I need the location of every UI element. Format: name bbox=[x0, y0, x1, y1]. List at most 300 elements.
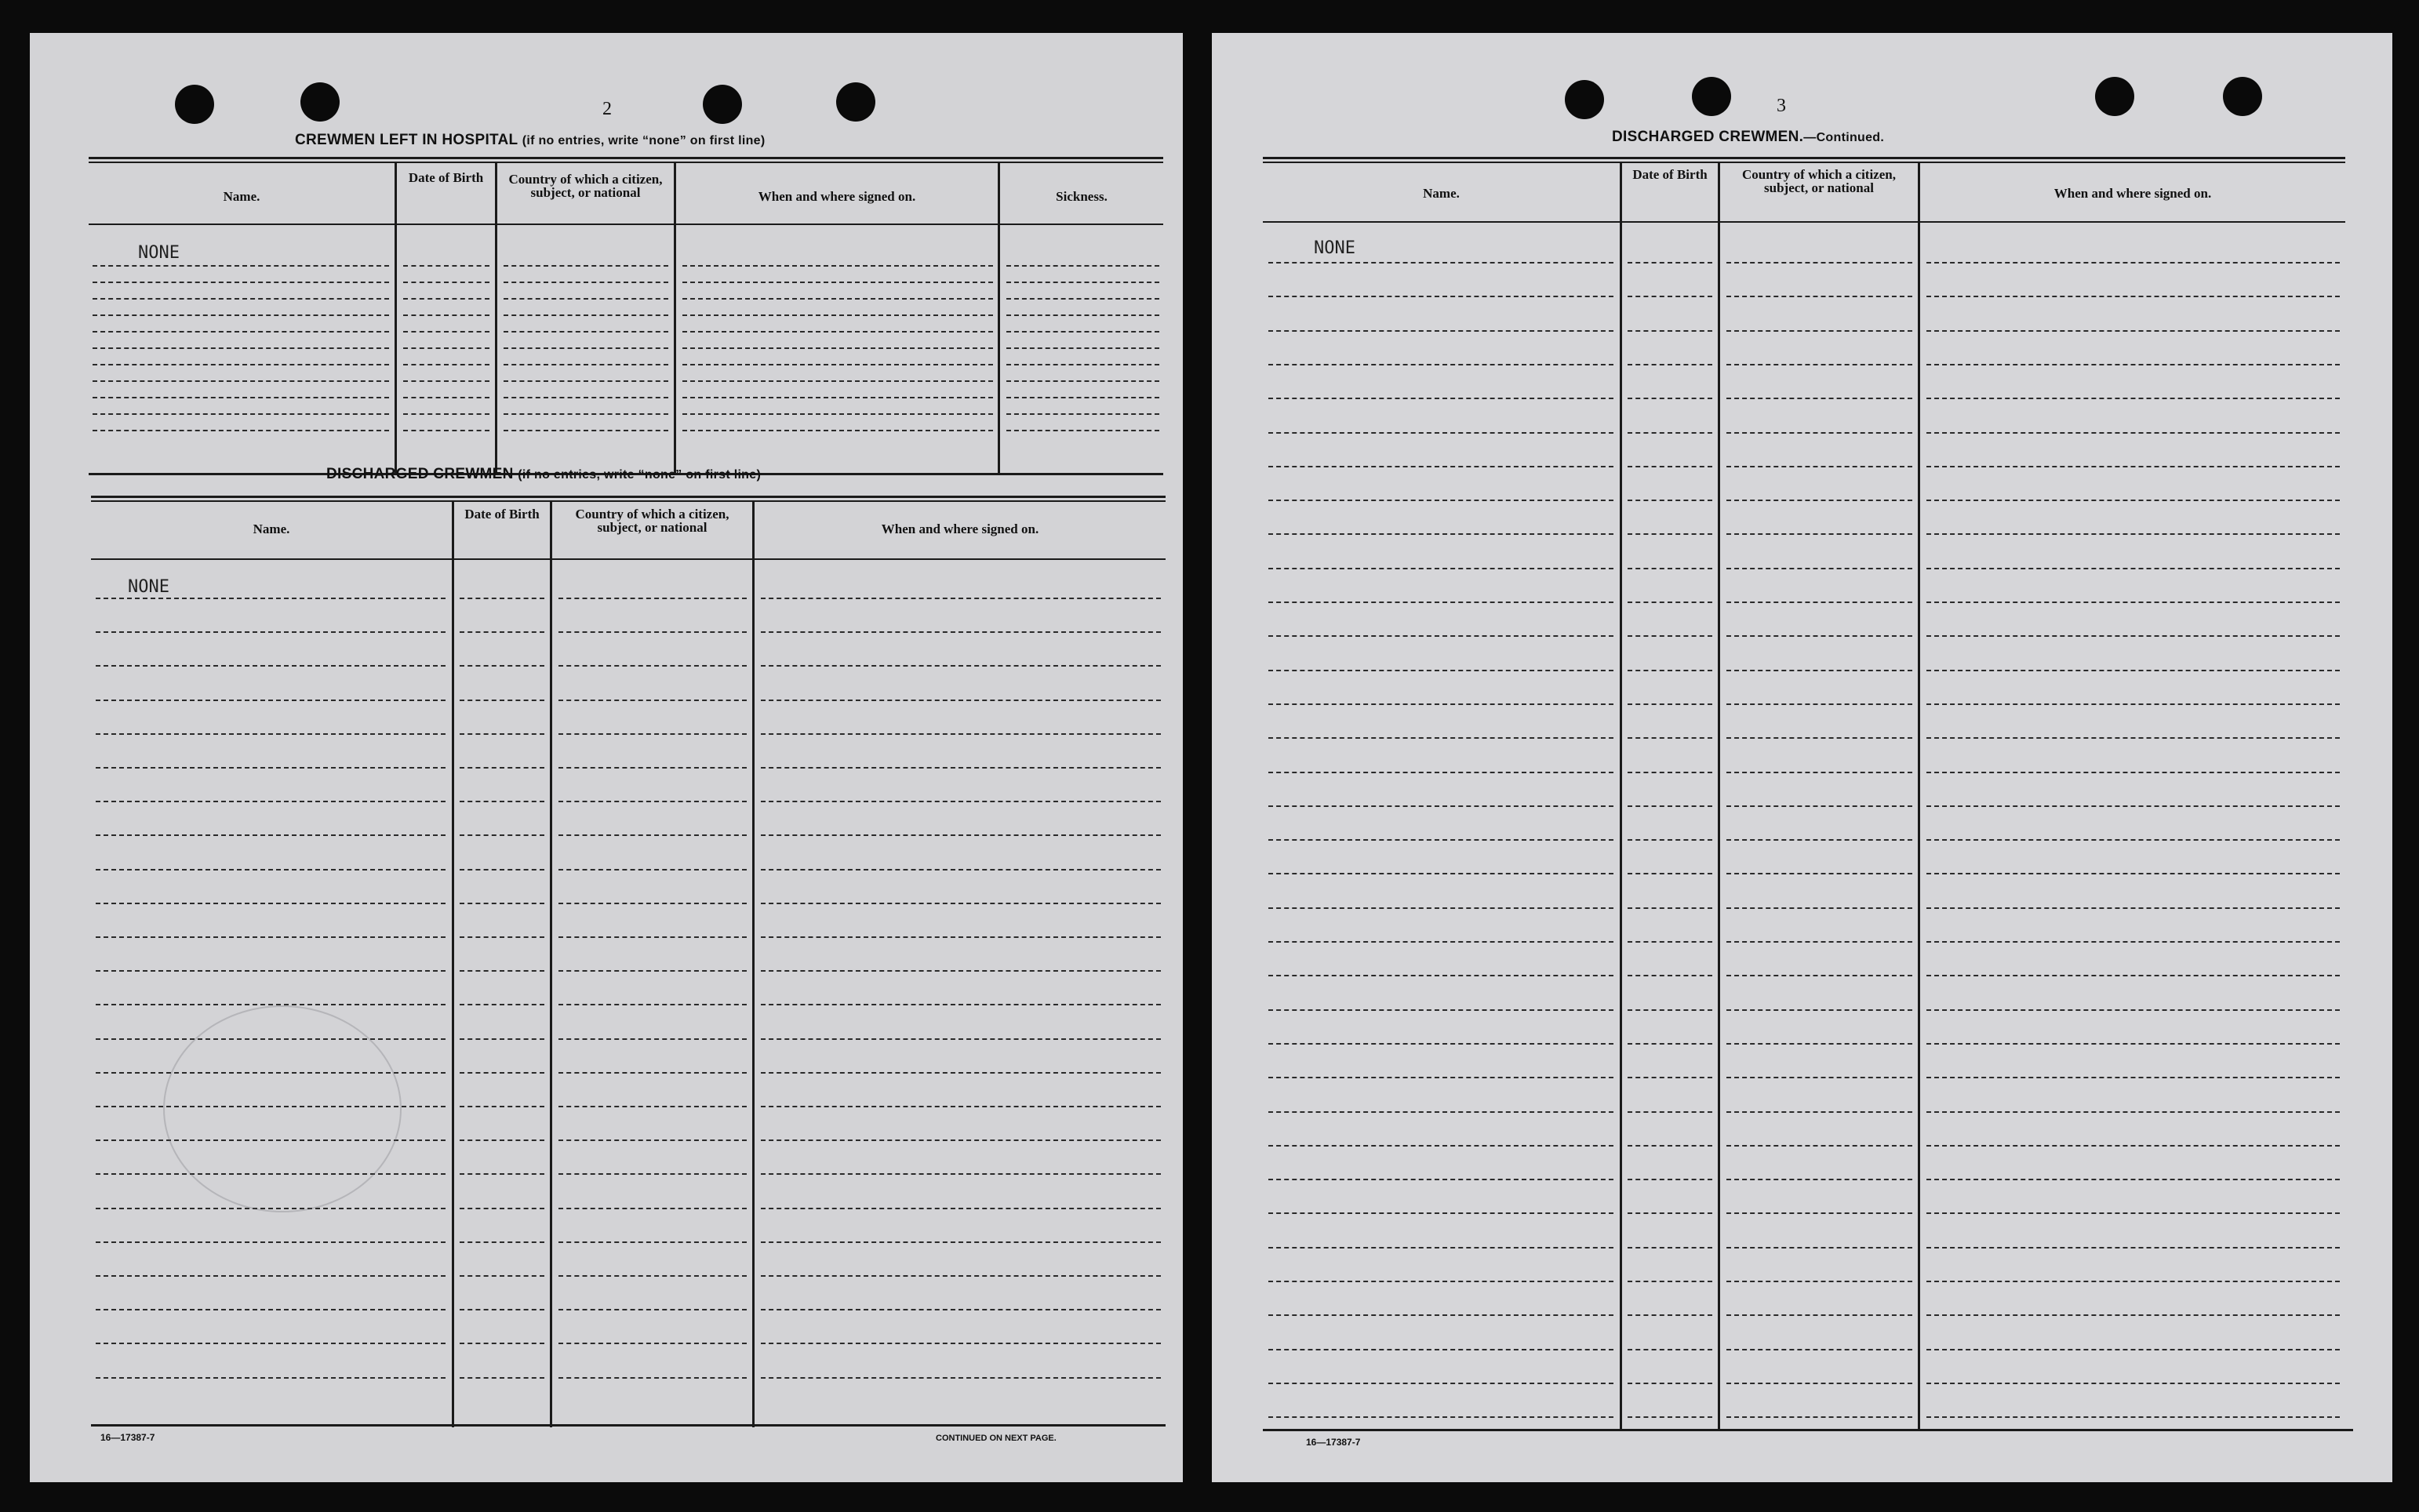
dotted-rule bbox=[558, 1241, 747, 1243]
dotted-rule bbox=[558, 1139, 747, 1141]
dotted-rule bbox=[96, 665, 446, 667]
dotted-rule bbox=[1926, 1111, 2340, 1113]
dotted-rule bbox=[1268, 466, 1613, 467]
dotted-rule bbox=[761, 598, 1161, 599]
dotted-rule bbox=[1628, 703, 1712, 705]
dotted-rule bbox=[504, 282, 668, 283]
dotted-rule bbox=[460, 801, 544, 802]
dotted-rule bbox=[1268, 1247, 1613, 1248]
dotted-rule bbox=[558, 767, 747, 769]
dotted-rule bbox=[1006, 298, 1159, 300]
dotted-rule bbox=[1926, 635, 2340, 637]
dotted-rule bbox=[1628, 941, 1712, 943]
rule bbox=[91, 500, 1166, 502]
rule bbox=[89, 162, 1163, 163]
dotted-rule bbox=[93, 282, 389, 283]
dotted-rule bbox=[460, 1208, 544, 1209]
dotted-rule bbox=[460, 936, 544, 938]
dotted-rule bbox=[460, 631, 544, 633]
dotted-rule bbox=[1926, 1383, 2340, 1384]
dotted-rule bbox=[1726, 635, 1912, 637]
dotted-rule bbox=[1726, 1281, 1912, 1282]
dotted-rule bbox=[1268, 1111, 1613, 1113]
dotted-rule bbox=[1926, 1077, 2340, 1078]
dotted-rule bbox=[558, 903, 747, 904]
dotted-rule bbox=[460, 1004, 544, 1005]
dotted-rule bbox=[761, 936, 1161, 938]
dotted-rule bbox=[761, 970, 1161, 972]
col-header-country: Country of which a citizen, subject, or national bbox=[1742, 167, 1896, 195]
dotted-rule bbox=[460, 1343, 544, 1344]
dotted-rule bbox=[761, 700, 1161, 701]
dotted-rule bbox=[96, 936, 446, 938]
dotted-rule bbox=[1268, 635, 1613, 637]
dotted-rule bbox=[1726, 432, 1912, 434]
dotted-rule bbox=[1726, 500, 1912, 501]
dotted-rule bbox=[1726, 839, 1912, 841]
dotted-rule bbox=[460, 733, 544, 735]
dotted-rule bbox=[1726, 805, 1912, 807]
dotted-rule bbox=[558, 834, 747, 836]
dotted-rule bbox=[504, 314, 668, 316]
dotted-rule bbox=[1006, 364, 1159, 365]
dotted-rule bbox=[682, 298, 993, 300]
dotted-rule bbox=[1726, 941, 1912, 943]
punch-hole bbox=[1565, 80, 1604, 119]
dotted-rule bbox=[1926, 533, 2340, 535]
dotted-rule bbox=[558, 801, 747, 802]
dotted-rule bbox=[460, 1173, 544, 1175]
dotted-rule bbox=[1726, 737, 1912, 739]
dotted-rule bbox=[1926, 432, 2340, 434]
dotted-rule bbox=[93, 380, 389, 382]
col-header-country: Country of which a citizen, subject, or national bbox=[575, 507, 729, 535]
punch-hole bbox=[2095, 77, 2134, 116]
dotted-rule bbox=[1268, 1349, 1613, 1350]
dotted-rule bbox=[1268, 1281, 1613, 1282]
dotted-rule bbox=[1628, 262, 1712, 264]
dotted-rule bbox=[558, 733, 747, 735]
dotted-rule bbox=[1726, 296, 1912, 297]
dotted-rule bbox=[403, 430, 489, 431]
dotted-rule bbox=[504, 413, 668, 415]
dotted-rule bbox=[93, 314, 389, 316]
dotted-rule bbox=[1926, 873, 2340, 874]
dotted-rule bbox=[1268, 703, 1613, 705]
dotted-rule bbox=[1726, 1043, 1912, 1045]
dotted-rule bbox=[1726, 568, 1912, 569]
dotted-rule bbox=[1006, 331, 1159, 333]
dotted-rule bbox=[1926, 330, 2340, 332]
dotted-rule bbox=[1268, 364, 1613, 365]
dotted-rule bbox=[1628, 364, 1712, 365]
dotted-rule bbox=[1726, 364, 1912, 365]
dotted-rule bbox=[1268, 1314, 1613, 1316]
dotted-rule bbox=[1628, 1009, 1712, 1011]
dotted-rule bbox=[1926, 1179, 2340, 1180]
dotted-rule bbox=[761, 1208, 1161, 1209]
dotted-rule bbox=[1628, 670, 1712, 671]
dotted-rule bbox=[403, 413, 489, 415]
dotted-rule bbox=[93, 265, 389, 267]
col-header-date-of-birth: Date of Birth bbox=[408, 170, 484, 185]
dotted-rule bbox=[558, 1208, 747, 1209]
dotted-rule bbox=[761, 1377, 1161, 1379]
dotted-rule bbox=[761, 1241, 1161, 1243]
dotted-rule bbox=[460, 1309, 544, 1310]
discharged-continued-title: DISCHARGED CREWMEN.—Continued. bbox=[1612, 129, 1885, 145]
dotted-rule bbox=[504, 265, 668, 267]
dotted-rule bbox=[1726, 1383, 1912, 1384]
dotted-rule bbox=[403, 265, 489, 267]
dotted-rule bbox=[1926, 500, 2340, 501]
dotted-rule bbox=[1726, 262, 1912, 264]
form-number: 16—17387-7 bbox=[100, 1432, 155, 1443]
dotted-rule bbox=[460, 665, 544, 667]
dotted-rule bbox=[761, 1106, 1161, 1107]
dotted-rule bbox=[1926, 262, 2340, 264]
dotted-rule bbox=[1926, 1212, 2340, 1214]
dotted-rule bbox=[761, 665, 1161, 667]
dotted-rule bbox=[761, 1275, 1161, 1277]
dotted-rule bbox=[403, 347, 489, 349]
dotted-rule bbox=[93, 364, 389, 365]
rule bbox=[1263, 1429, 2353, 1431]
dotted-rule bbox=[460, 767, 544, 769]
dotted-rule bbox=[1926, 1043, 2340, 1045]
dotted-rule bbox=[1006, 397, 1159, 398]
dotted-rule bbox=[558, 936, 747, 938]
dotted-rule bbox=[1006, 413, 1159, 415]
dotted-rule bbox=[1628, 1212, 1712, 1214]
dotted-rule bbox=[1628, 1111, 1712, 1113]
dotted-rule bbox=[504, 430, 668, 431]
punch-hole bbox=[2223, 77, 2262, 116]
dotted-rule bbox=[96, 1309, 446, 1310]
punch-hole bbox=[836, 82, 875, 122]
dotted-rule bbox=[96, 767, 446, 769]
dotted-rule bbox=[1726, 1314, 1912, 1316]
dotted-rule bbox=[761, 834, 1161, 836]
dotted-rule bbox=[1628, 839, 1712, 841]
dotted-rule bbox=[1926, 1349, 2340, 1350]
dotted-rule bbox=[1268, 533, 1613, 535]
column-divider bbox=[998, 163, 1000, 474]
dotted-rule bbox=[1726, 1179, 1912, 1180]
dotted-rule bbox=[1628, 805, 1712, 807]
dotted-rule bbox=[1628, 1314, 1712, 1316]
dotted-rule bbox=[1926, 1314, 2340, 1316]
dotted-rule bbox=[96, 1241, 446, 1243]
dotted-rule bbox=[504, 397, 668, 398]
dotted-rule bbox=[93, 347, 389, 349]
dotted-rule bbox=[1268, 1383, 1613, 1384]
column-divider bbox=[1620, 163, 1622, 1430]
header-rule bbox=[91, 558, 1166, 560]
dotted-rule bbox=[1726, 533, 1912, 535]
dotted-rule bbox=[1268, 1043, 1613, 1045]
dotted-rule bbox=[1726, 330, 1912, 332]
dotted-rule bbox=[403, 380, 489, 382]
dotted-rule bbox=[1628, 500, 1712, 501]
dotted-rule bbox=[1268, 975, 1613, 976]
dotted-rule bbox=[1628, 1043, 1712, 1045]
hospital-section-title: CREWMEN LEFT IN HOSPITAL (if no entries, write “none” on first line) bbox=[295, 132, 766, 148]
dotted-rule bbox=[93, 331, 389, 333]
dotted-rule bbox=[761, 767, 1161, 769]
dotted-rule bbox=[403, 397, 489, 398]
dotted-rule bbox=[96, 903, 446, 904]
dotted-rule bbox=[1926, 568, 2340, 569]
dotted-rule bbox=[96, 970, 446, 972]
dotted-rule bbox=[1628, 296, 1712, 297]
dotted-rule bbox=[1926, 1145, 2340, 1147]
dotted-rule bbox=[1268, 670, 1613, 671]
dotted-rule bbox=[1628, 330, 1712, 332]
dotted-rule bbox=[1628, 1281, 1712, 1282]
dotted-rule bbox=[96, 733, 446, 735]
column-divider bbox=[395, 163, 397, 474]
header-rule bbox=[1263, 221, 2345, 223]
dotted-rule bbox=[504, 331, 668, 333]
form-number: 16—17387-7 bbox=[1306, 1437, 1361, 1448]
dotted-rule bbox=[1628, 975, 1712, 976]
dotted-rule bbox=[1726, 602, 1912, 603]
dotted-rule bbox=[1726, 1349, 1912, 1350]
dotted-rule bbox=[558, 1106, 747, 1107]
discharged-entry: NONE bbox=[128, 577, 169, 597]
dotted-rule bbox=[558, 1004, 747, 1005]
dotted-rule bbox=[682, 413, 993, 415]
dotted-rule bbox=[1628, 432, 1712, 434]
dotted-rule bbox=[1628, 466, 1712, 467]
dotted-rule bbox=[1628, 1077, 1712, 1078]
dotted-rule bbox=[93, 430, 389, 431]
dotted-rule bbox=[96, 801, 446, 802]
dotted-rule bbox=[682, 347, 993, 349]
dotted-rule bbox=[558, 1072, 747, 1074]
dotted-rule bbox=[1268, 839, 1613, 841]
dotted-rule bbox=[1268, 1212, 1613, 1214]
dotted-rule bbox=[504, 347, 668, 349]
dotted-rule bbox=[1628, 1416, 1712, 1418]
dotted-rule bbox=[1726, 1145, 1912, 1147]
dotted-rule bbox=[1268, 873, 1613, 874]
dotted-rule bbox=[96, 869, 446, 870]
dotted-rule bbox=[761, 1309, 1161, 1310]
dotted-rule bbox=[1268, 262, 1613, 264]
col-header-name: Name. bbox=[223, 189, 260, 204]
dotted-rule bbox=[761, 631, 1161, 633]
dotted-rule bbox=[1268, 1009, 1613, 1011]
dotted-rule bbox=[403, 282, 489, 283]
dotted-rule bbox=[761, 1038, 1161, 1040]
dotted-rule bbox=[558, 598, 747, 599]
column-divider bbox=[752, 502, 755, 1427]
dotted-rule bbox=[1268, 1179, 1613, 1180]
dotted-rule bbox=[460, 1377, 544, 1379]
dotted-rule bbox=[1628, 568, 1712, 569]
dotted-rule bbox=[1268, 500, 1613, 501]
col-header-signed-on: When and where signed on. bbox=[2053, 186, 2212, 201]
dotted-rule bbox=[460, 1106, 544, 1107]
dotted-rule bbox=[1628, 1383, 1712, 1384]
dotted-rule bbox=[1726, 975, 1912, 976]
dotted-rule bbox=[1726, 1416, 1912, 1418]
dotted-rule bbox=[96, 700, 446, 701]
dotted-rule bbox=[403, 314, 489, 316]
dotted-rule bbox=[1926, 296, 2340, 297]
dotted-rule bbox=[1268, 568, 1613, 569]
dotted-rule bbox=[96, 1377, 446, 1379]
rule bbox=[91, 1424, 1166, 1427]
dotted-rule bbox=[1726, 1247, 1912, 1248]
dotted-rule bbox=[761, 1004, 1161, 1005]
dotted-rule bbox=[1006, 347, 1159, 349]
dotted-rule bbox=[1926, 670, 2340, 671]
dotted-rule bbox=[1926, 1281, 2340, 1282]
dotted-rule bbox=[1628, 907, 1712, 909]
dotted-rule bbox=[460, 700, 544, 701]
dotted-rule bbox=[1726, 772, 1912, 773]
dotted-rule bbox=[403, 364, 489, 365]
column-divider bbox=[1918, 163, 1920, 1430]
dotted-rule bbox=[1926, 1009, 2340, 1011]
col-header-country: Country of which a citizen, subject, or national bbox=[508, 172, 663, 200]
dotted-rule bbox=[96, 631, 446, 633]
right-form-page bbox=[1212, 33, 2392, 1482]
col-header-date-of-birth: Date of Birth bbox=[1632, 167, 1708, 182]
dotted-rule bbox=[93, 397, 389, 398]
column-divider bbox=[495, 163, 497, 474]
dotted-rule bbox=[504, 298, 668, 300]
dotted-rule bbox=[1926, 839, 2340, 841]
dotted-rule bbox=[1926, 703, 2340, 705]
dotted-rule bbox=[1726, 466, 1912, 467]
dotted-rule bbox=[1268, 805, 1613, 807]
dotted-rule bbox=[96, 834, 446, 836]
discharged-continued-entry: NONE bbox=[1314, 238, 1355, 258]
dotted-rule bbox=[761, 801, 1161, 802]
dotted-rule bbox=[1268, 1077, 1613, 1078]
dotted-rule bbox=[1726, 703, 1912, 705]
dotted-rule bbox=[1628, 737, 1712, 739]
dotted-rule bbox=[93, 413, 389, 415]
col-header-name: Name. bbox=[1423, 186, 1460, 201]
dotted-rule bbox=[1926, 975, 2340, 976]
page-number: 3 bbox=[1777, 96, 1786, 116]
left-form-page bbox=[30, 33, 1183, 1482]
dotted-rule bbox=[682, 397, 993, 398]
rule bbox=[89, 157, 1163, 159]
dotted-rule bbox=[1726, 1212, 1912, 1214]
dotted-rule bbox=[460, 869, 544, 870]
dotted-rule bbox=[1926, 941, 2340, 943]
dotted-rule bbox=[1006, 314, 1159, 316]
dotted-rule bbox=[1628, 1247, 1712, 1248]
dotted-rule bbox=[93, 298, 389, 300]
col-header-sickness: Sickness. bbox=[1056, 189, 1108, 204]
dotted-rule bbox=[1268, 602, 1613, 603]
dotted-rule bbox=[1628, 602, 1712, 603]
continued-note: CONTINUED ON NEXT PAGE. bbox=[936, 1434, 1057, 1443]
dotted-rule bbox=[682, 380, 993, 382]
dotted-rule bbox=[1926, 907, 2340, 909]
punch-hole bbox=[300, 82, 340, 122]
dotted-rule bbox=[1926, 805, 2340, 807]
dotted-rule bbox=[558, 869, 747, 870]
dotted-rule bbox=[1268, 941, 1613, 943]
dotted-rule bbox=[761, 1343, 1161, 1344]
dotted-rule bbox=[558, 700, 747, 701]
dotted-rule bbox=[1628, 635, 1712, 637]
dotted-rule bbox=[682, 364, 993, 365]
dotted-rule bbox=[1926, 466, 2340, 467]
dotted-rule bbox=[1926, 1247, 2340, 1248]
dotted-rule bbox=[460, 1038, 544, 1040]
faint-stamp-mark bbox=[163, 1005, 402, 1212]
dotted-rule bbox=[460, 903, 544, 904]
dotted-rule bbox=[558, 1343, 747, 1344]
dotted-rule bbox=[1006, 380, 1159, 382]
dotted-rule bbox=[682, 265, 993, 267]
col-header-date-of-birth: Date of Birth bbox=[464, 507, 540, 522]
dotted-rule bbox=[761, 733, 1161, 735]
dotted-rule bbox=[1726, 670, 1912, 671]
dotted-rule bbox=[558, 970, 747, 972]
dotted-rule bbox=[1726, 1009, 1912, 1011]
dotted-rule bbox=[1268, 398, 1613, 399]
hospital-entry: NONE bbox=[138, 243, 180, 263]
dotted-rule bbox=[1726, 1111, 1912, 1113]
dotted-rule bbox=[460, 1241, 544, 1243]
dotted-rule bbox=[1628, 398, 1712, 399]
dotted-rule bbox=[682, 430, 993, 431]
dotted-rule bbox=[1268, 330, 1613, 332]
dotted-rule bbox=[460, 970, 544, 972]
dotted-rule bbox=[761, 869, 1161, 870]
dotted-rule bbox=[1628, 1349, 1712, 1350]
dotted-rule bbox=[558, 1038, 747, 1040]
dotted-rule bbox=[761, 1072, 1161, 1074]
dotted-rule bbox=[1926, 398, 2340, 399]
dotted-rule bbox=[1726, 873, 1912, 874]
dotted-rule bbox=[96, 1275, 446, 1277]
dotted-rule bbox=[1726, 1077, 1912, 1078]
dotted-rule bbox=[1628, 873, 1712, 874]
dotted-rule bbox=[1628, 1145, 1712, 1147]
dotted-rule bbox=[558, 1309, 747, 1310]
dotted-rule bbox=[558, 1173, 747, 1175]
dotted-rule bbox=[1268, 432, 1613, 434]
dotted-rule bbox=[558, 665, 747, 667]
dotted-rule bbox=[1006, 282, 1159, 283]
dotted-rule bbox=[460, 1139, 544, 1141]
dotted-rule bbox=[761, 1139, 1161, 1141]
column-divider bbox=[674, 163, 676, 474]
dotted-rule bbox=[1006, 265, 1159, 267]
dotted-rule bbox=[460, 1072, 544, 1074]
dotted-rule bbox=[403, 298, 489, 300]
dotted-rule bbox=[558, 1275, 747, 1277]
col-header-name: Name. bbox=[253, 522, 290, 536]
dotted-rule bbox=[460, 834, 544, 836]
dotted-rule bbox=[96, 598, 446, 599]
dotted-rule bbox=[682, 282, 993, 283]
dotted-rule bbox=[1268, 737, 1613, 739]
dotted-rule bbox=[1628, 1179, 1712, 1180]
header-rule bbox=[89, 224, 1163, 225]
